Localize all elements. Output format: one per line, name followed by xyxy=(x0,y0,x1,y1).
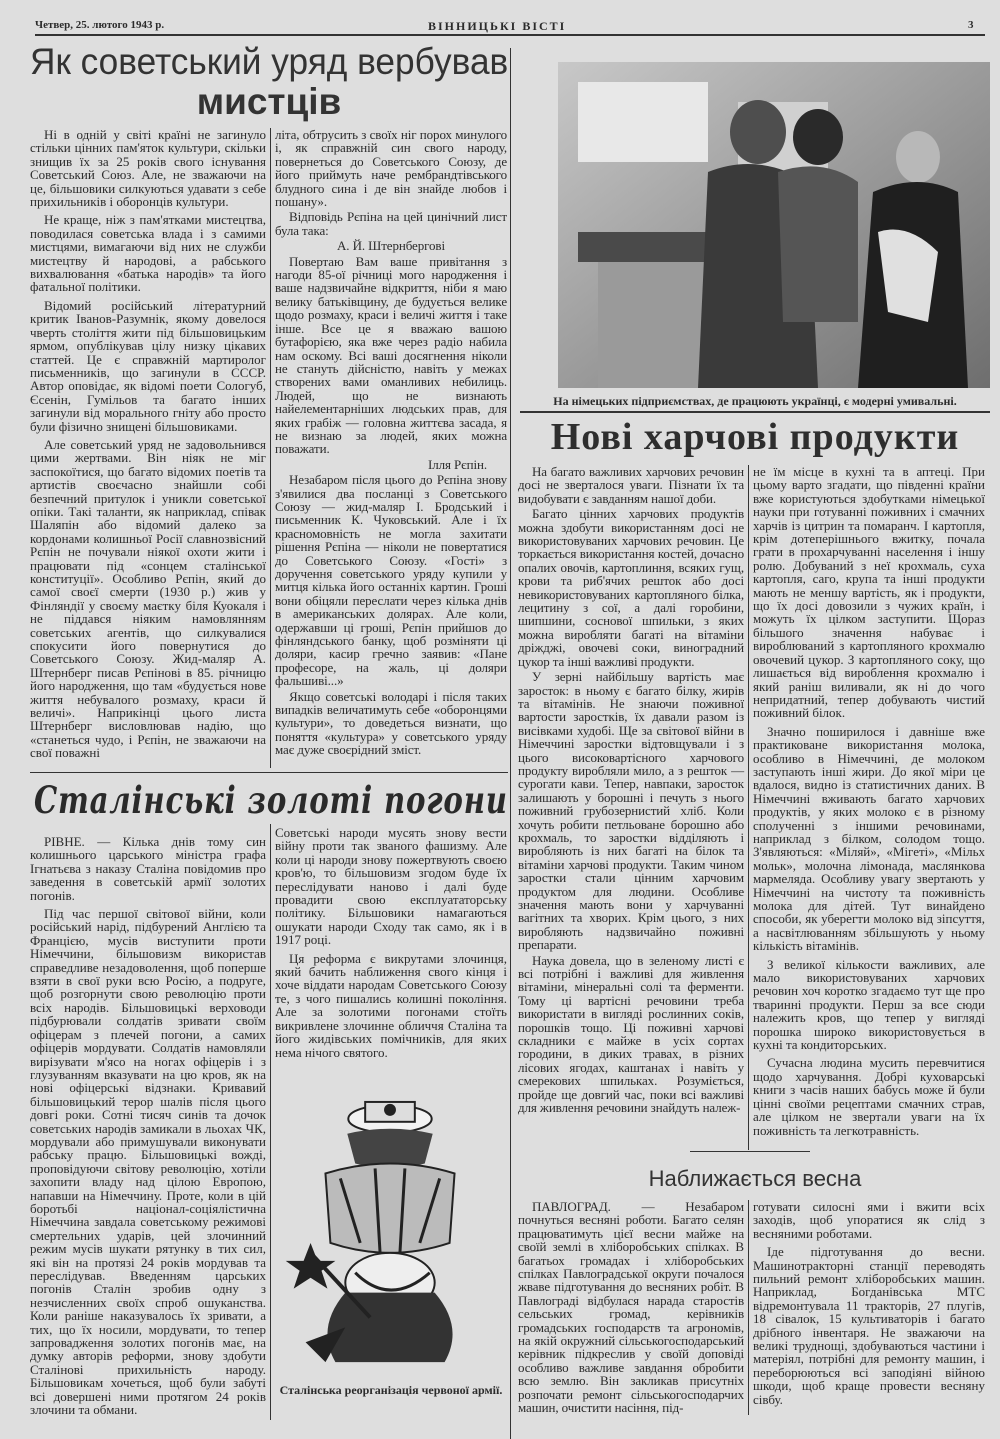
paragraph: не їм місце в кухні та в аптеці. При цьому варто згадати, що південні країни вже користуються здобутками німецької науки при готуванні поживних і смачних харчів із цитрин та помаранч. І картопля, крім дотеперішнього вжитку, почала грати в прохарчуванні населення і іншу ролю. Добуваний з неї крохмаль, суха картопля, саго, крупа та інші продукти мають не меншу вартість, як і продукти, що їх досі довозили з чужих країн, і можуть їх цілком заступити. Щораз більшого значення набуває і вироблюваний з картопляного крохмалю овочевий цукор. З картопляного соку, що лишається від вироблення крохмалю і який раніш виливали, як ні до чого непридатний, тепер добувають чистий поживний білок. xyxy=(753,464,985,721)
paragraph: Советські народи мусять знову вести війну проти так званого фашизму. Але коли ці народи знову пожертвують своєю кров'ю, то більшовизм згодом буде їх переслідувати наново і далі буде провадити свою експлуататорську політику. Більшовики намагаються ошукати народи Сходу так само, як і в 1917 році. xyxy=(275,825,507,948)
article-4-column-1 xyxy=(518,1200,744,1425)
paragraph: Наука довела, що в зеленому листі є всі потрібні і важливі для живлення вітаміни, мінеральні солі та ферменти. Тому ці вартісні речовини треба використати в вигляді рослинних соків, порошків тощо. Ці поживні харчові складники є майже в усіх сортах городини, в диких травах, в різних лісових ягодах, каштанах і навіть у смерекових шпильках. Розуміється, пройде ще довгий час, поки всі важливі для живлення речовини знайдуть належ- xyxy=(518,952,744,1116)
cartoon-illustration xyxy=(285,1094,495,1377)
photo-caption: На німецьких підприємствах, де працюють українці, є модерні умивальні. xyxy=(553,394,957,408)
letter-body: Повертаю Вам ваше привітання з нагоди 85-ої річниці мого народження і ваше надзвичайне відкриття, ніби я маю велику батьківщину, де будується велике щодо розмаху, краси і величі життя і таке інше. Все це я вважаю вашою бутафорією, яка вже через радіо набила нам оскому. Всі ваші досягнення ніколи не стануть дійсністю, навіть у межах створених вами оманливих небилиць. Людей, що не визнають найелементарніших людських прав, для яких грабіж — головна життєва засада, я не визнаю за людей, яких можна поважати. xyxy=(275,253,507,457)
paragraph: Відповідь Рєпіна на цей цинічний лист була така: xyxy=(275,209,507,238)
article-3-headline: Нові харчові продукти xyxy=(550,416,960,458)
paragraph: готувати силосні ями і вжити всіх заходів, щоб упоратися як слід з весняними роботами. xyxy=(753,1199,985,1241)
article-1-title-line-2: мистців xyxy=(196,81,342,122)
cartoon-caption: Сталінська реорганізація червоної армії. xyxy=(279,1383,503,1397)
article-4-column-2 xyxy=(753,1200,985,1425)
article-1-headline xyxy=(30,42,508,122)
paragraph: Ні в одній у світі країні не загинуло стільки цінних пам'яток культури, скільки знищив їх за 25 років свого існування Советський Союз. Але, не зважаючи на це, більшовики силкуються удавати з себе прихильників і оборонців культури. xyxy=(30,127,266,210)
column-divider xyxy=(270,128,271,768)
article-1-column-1 xyxy=(30,128,266,768)
paragraph: Відомий російський літературний критик Іванов-Разумнік, якому довелося чверть століття жити під більшовицьким ярмом, опублікував цілу низку цікавих статтей. Це є справжній мартиролог письменників, що загинули в СССР. Автор оповідає, як відомі поети Сологуб, Єсенін, Гумільов та багато інших загинули від морального гніту або просто були фізично знищені більшовиками. xyxy=(30,297,266,434)
paragraph: Під час першої світової війни, коли російський нарід, підбурений Англією та Францією, мусів виступити проти Німеччини, більшовизм використав справедливе незадоволення, щоб поперше взяти в свої руки всю Росію, а подруге, щоб розгорнути свою революцію проти всіх народів. Більшовицькі верховоди підбурювали солдатів зривати своїм офіцерам з плечей погони, а самих офіцерів мордувати. Солдатів намовляли вирізувати м'ясо на ногах офіцерів і з глузуванням вказувати на цю кров, як на нові офіцерські відзнаки. Кривавий більшовицький терор шалів після цього довгі роки. Сотні тисяч синів та дочок советських народів замикали в льохах ЧК, мордували або примушували виконувати рабську працю. Більшовицькі вожді, проповідуючи світову революцію, хотіли захопити владу над цілою Европою, напавши на Німеччину. Проте, коли в цій боротьбі націонал-соціялістична Німеччина завдала советському режимові смертельних ударів, цей злочинний режим мусів шукати рятунку в тих сил, які він на протязі 24 років мордував та переслідував. Введенням царських погонів Сталін зробив одну з незчисленних своїх спроб ошуканства. Коли раніше наказувалось їх зривати, а тих, що їх носили, мордувати, то тепер запровадження золотих погонів має, на думку авторів реформи, знову здобути Сталінові прихильність народу. Більшовикам хочеться, щоб були забуті всі довершені ними протягом 24 років злочини та обмани. xyxy=(30,906,266,1418)
paragraph: Багато цінних харчових продуктів можна здобути використанням досі не використовуваних харчових речовин. Це торкається використання костей, дочасно опалих овочів, картоплиння, всяких гущ, крови та риб'ячих решток або досі невикористовуваних картопляного білка, лецитину з сої, а далі горобини, шипшини, соснової шпильки, з яких можна виробляти багаті на вітаміни дріжджі, овочеві соки, виноградний цукор та інші важливі продукти. xyxy=(518,506,744,669)
caption-rule xyxy=(520,411,990,413)
column-divider xyxy=(748,1200,749,1415)
paragraph: Якщо советські володарі і після таких випадків величатимуть себе «оборонцями культури», то доведеться визнати, що поняття «культура» у советського уряду має дуже своєрідний зміст. xyxy=(275,688,507,758)
section-rule xyxy=(690,1151,810,1152)
paragraph: З великої кількости важливих, але мало використовуваних харчових речовин хоч коротко згадаємо тут ще про тваринні продукти. Перш за все сюди належить кров, що тепер у вигляді порошка широко використовується в кухні та кондиторських. xyxy=(753,956,985,1053)
section-rule xyxy=(30,772,508,773)
paragraph: Сучасна людина мусить перевчитися щодо харчування. Добрі куховарські книги з часів наших бабусь може й були цінні своїми рецептами смачних страв, але цілком не звертали уваги на їх поживність та легкотравність. xyxy=(753,1055,985,1138)
article-2-column-2 xyxy=(275,826,507,1088)
newspaper-name: ВІННИЦЬКІ ВІСТІ xyxy=(428,19,567,33)
paragraph: РІВНЕ. — Кілька днів тому син колишнього царського міністра графа Ігнатьєва з наказу Сталіна повідомив про заведення в советській армії золотих погонів. xyxy=(30,834,266,903)
masthead-rule xyxy=(35,34,985,36)
article-1-title-line-1: Як советський уряд вербував xyxy=(30,41,509,82)
article-3-column-1 xyxy=(518,465,744,1147)
article-2-column-1 xyxy=(30,835,266,1425)
paragraph: Іде підготування до весни. Машинотракторні станції переводять пильний ремонт хліборобських машин. Наприклад, Богданівська МТС відремонтувала 11 тракторів, 27 плугів, 18 сівалок, 15 культиваторів і багато дрібного інвентаря. Не зважаючи на великі труднощі, здобуваються частини і матеріял, потрібні для ремонту машин, і переборюються всі заподіяні війною шкоди, щоб краще провести весняну сівбу. xyxy=(753,1244,985,1407)
paragraph: Значно поширилося і давніше вже практиковане використання молока, особливо в Німеччині, де молоком заступають інші жири. До якої міри це вдалося, видно із статистичних даних. В Німеччині вживають багато харчових продуктів, у яких молоко є в різному сполученні з іншими речовинами, наприклад з білком, солодом тощо. З'являються: «Міляй», «Мігеті», «Мільх мольк», молочна лімонада, маслянкова мармеляда. Особливу увагу звертають у Німеччині на чистоту та поживність молока для дітей. Тут винайдено способи, як уберегти молоко від зіпсуття, а насвітлюванням збільшують у ньому кількість вітамінів. xyxy=(753,723,985,954)
issue-date: Четвер, 25. лютого 1943 р. xyxy=(35,19,165,31)
paragraph: Не краще, ніж з пам'ятками мистецтва, поводилася советська влада і з самими мистцями, вимагаючи від них не служби мистецтву й народові, а рабського вихвалювання «батька народів» та його фатальної політики. xyxy=(30,212,266,295)
article-4-headline: Наближається весна xyxy=(648,1166,862,1191)
paragraph: ПАВЛОГРАД. — Незабаром почнуться весняні роботи. Багато селян працюватимуть цієї весни майже на своїй землі в хліборобських спілках. В багатьох громадах і хліборобських спілках Павлоградської округи почалося жваве підготування до весняних робіт. В Павлограді відбулася нарада старостів сельських громад, керівників громадських господарств та агрономів, на якій окружний сільськогосподарський керівник підкреслив у своїй доповіді особливо важливе завдання обробити всю землю. Він закликав присутніх розпочати ремонт сільськогосподарчих машин, очистити насіння, під- xyxy=(518,1199,744,1416)
column-divider xyxy=(748,465,749,1150)
article-1-column-2 xyxy=(275,128,507,768)
letter-signature: Ілля Рєпін. xyxy=(427,456,487,472)
paragraph: Незабаром після цього до Рєпіна знову з'явилися два посланці з Советського Союзу — жид-маляр І. Бродський і письменник К. Чуковський. Але і їх красномовність не могла захитати рішення Рєпіна — ніколи не повертатися до Советського Союзу. «Гості» з доручення советського уряду купили у митця кілька його останніх картин. Гроші вони обіцяли переслати через кілька днів в американських долярах. Але коли, одержавши ці гроші, Рєпін прийшов до фінляндського банку, щоб розміняти ці доляри, касир гречно заявив: «Пане професоре, на жаль, ці доляри фальшиві...» xyxy=(275,472,507,689)
paragraph: На багато важливих харчових речовин досі не зверталося уваги. Пізнати їх та видобувати є завданням нашої доби. xyxy=(518,464,744,506)
letter-addressee: А. Й. Штернбергові xyxy=(337,238,445,254)
paragraph: літа, обтрусить з своїх ніг порох минулого і, як справжній син свого народу, повернеться до Советського Союзу, де його приймуть наче рембрандтівського блудного сина і де він знайде любов і пошану». xyxy=(275,127,507,210)
paragraph: Але советський уряд не задовольнився цими жертвами. Він ніяк не міг заспокоїтися, що багато відомих поетів та артистів своєчасно знайшли собі безпечний притулок і уникли советської опіки. Такі таланти, як наприклад, співак Шаляпін або відомий далеко за кордонами колишньої Росії славнозвісний Рєпін не почували ніякої охоти жити і працювати під «сонцем сталінської конституції». Особливо Рєпін, який до самої своєї смерти (1930 р.) жив у Фінляндії у своєму маєтку біля Куокаля і не піддався ніяким намовлянням советських агентів, що силкувалися спокусити його повернутися до Советського Союзу. Жид-маляр А. Штернберг писав Рєпінові в 85. річницю його народження, що там «будується нове життя небувалого розмаху, краси й величі». Наприкінці цього листа Штернберг висловлював надію, що «станеться чудо, і Рєпін, не зважаючи на свої поважні xyxy=(30,436,266,761)
page-number: 3 xyxy=(968,19,974,31)
paragraph: Ця реформа є викрутами злочинця, який бачить наближення свого кінця і хоче віддати народам Советського Союзу те, з чого пишались колишні покоління. Але за золотими погонами стоїть викривлене злочинне обличчя Сталіна та його жидівських помічників, для яких нема нічого святого. xyxy=(275,950,507,1060)
factory-washroom-photo xyxy=(558,62,990,388)
page-column-divider xyxy=(510,48,511,1439)
article-2-headline: Сталінські золоті погони xyxy=(34,778,508,822)
article-3-column-2 xyxy=(753,465,985,1147)
paragraph: У зерні найбільшу вартість має заросток: в ньому є багато білку, жирів та вітамінів. Не знаючи поживної вартости заростків, їх давали разом із висівками худобі. Ще за світової війни в Німеччині заростки відтовщували і з цього високовартісного харчового продукту виробляли мило, а з решток —сурогати кави. Тепер, навпаки, заросток залишають у борошні і печуть з нього поживний грубозернистий хліб. Коли хочуть робити петльоване борошно або крохмаль, то заростки відділяють і виробляють із них багаті на білок та вітаміни харчові продукти. Таким чином заростки стали цінним харчовим продуктом для людини. Особливе значення мають вони у харчуванні вагітних та хворих. Крім цього, з них виробляють надзвичайно поживні препарати. xyxy=(518,669,744,953)
column-divider xyxy=(270,824,271,1420)
